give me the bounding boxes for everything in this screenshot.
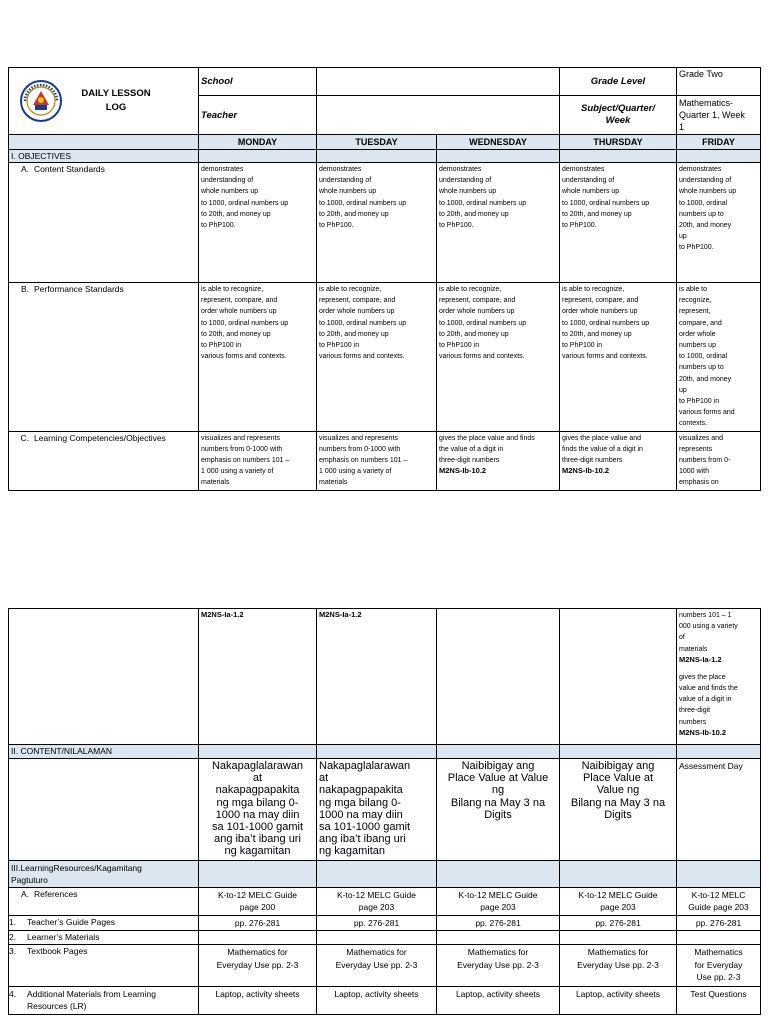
subject-value-line-2: 1 <box>679 122 685 132</box>
objectives-blank-fri <box>677 150 761 163</box>
school-value[interactable] <box>317 68 560 96</box>
row-number: A. <box>20 889 29 899</box>
day-header-thursday: THURSDAY <box>560 135 677 150</box>
content-standards-thursday: demonstrates understanding of whole numbers up to 1000, ordinal numbers up to 20th, and money up to PhP100. <box>560 163 677 283</box>
performance-standards-monday: is able to recognize, represent, compare, and order whole numbers up to 1000, ordinal numbers up to 20th, and money up to PhP100 in various forms and contexts. <box>199 283 317 432</box>
learners-materials-friday <box>677 931 761 945</box>
row-label: Learner’s Materials <box>27 932 100 943</box>
competency-text: gives the place value and finds the value of a digit in three-digit numbers <box>562 434 643 465</box>
objectives-blank-thu <box>560 150 677 163</box>
row-label: Teacher’s Guide Pages <box>27 917 116 927</box>
content-tuesday: Nakapaglalarawan at nakapagpapakita ng mga bilang 0- 1000 na may diin sa 101-1000 gamit ang iba’t ibang uri ng kagamitan <box>317 759 437 861</box>
textbook-wednesday: Mathematics for Everyday Use pp. 2-3 <box>437 945 560 987</box>
competency-code: M2NS-Ib-10.2 <box>562 466 610 476</box>
performance-standards-thursday: is able to recognize, represent, compare, and order whole numbers up to 1000, ordinal numbers up to 20th, and money up to PhP100 in various forms and contexts. <box>560 283 677 432</box>
row-label: Content Standards <box>34 164 105 174</box>
references-friday: K-to-12 MELC Guide page 203 <box>677 888 761 916</box>
content-standards-label <box>9 163 199 283</box>
textbook-tuesday: Mathematics for Everyday Use pp. 2-3 <box>317 945 437 987</box>
competency-code: M2NS-Ia-1.2 <box>319 610 362 619</box>
resources-label-line-1: III.LearningResources/Kagamitang <box>11 863 142 873</box>
subject-quarter-week-label <box>560 96 677 135</box>
teachers-guide-label <box>9 916 199 931</box>
row-label: Textbook Pages <box>27 946 88 957</box>
row-number: 3. <box>9 946 17 957</box>
friday-competency-text-2: gives the place value and finds the value of a digit in three-digit numbers <box>679 673 738 726</box>
competencies-tuesday <box>317 431 437 490</box>
competency-text: visualizes and represents numbers from 0- 1000 with emphasis on <box>679 434 731 487</box>
performance-standards-friday: is able to recognize, represent, compare, and order whole numbers up to 1000, ordinal numbers up to 20th, and money up to PhP100 in various forms and contexts. <box>677 283 761 432</box>
content-wednesday: Naibibigay ang Place Value at Value ng Bilang na May 3 na Digits <box>437 759 560 861</box>
additional-monday: Laptop, activity sheets <box>199 987 317 1015</box>
day-header-blank <box>9 135 199 150</box>
teachers-guide-thursday: pp. 276-281 <box>560 916 677 931</box>
learners-materials-wednesday <box>437 931 560 945</box>
objectives-blank-wed <box>437 150 560 163</box>
subject-quarter-week-value[interactable] <box>677 96 761 135</box>
content-standards-wednesday: demonstrates understanding of whole numbers up to 1000, ordinal numbers up to 20th, and money up to PhP100. <box>437 163 560 283</box>
references-tuesday: K-to-12 MELC Guide page 203 <box>317 888 437 916</box>
content-blank-thu <box>560 745 677 759</box>
competencies-friday <box>677 431 761 490</box>
document-title-line-2: LOG <box>105 102 127 113</box>
objectives-blank-mon <box>199 150 317 163</box>
subject-label-line-1: Subject/Quarter/ <box>581 103 655 114</box>
continued-thursday <box>560 609 677 745</box>
row-label: Performance Standards <box>34 284 124 294</box>
teacher-label: Teacher <box>199 96 317 135</box>
resources-blank-wed <box>437 861 560 888</box>
content-blank-tue <box>317 745 437 759</box>
learners-materials-tuesday <box>317 931 437 945</box>
row-number: B. <box>20 284 29 294</box>
teachers-guide-monday: pp. 276-281 <box>199 916 317 931</box>
row-label: References <box>34 889 78 899</box>
textbook-thursday: Mathematics for Everyday Use pp. 2-3 <box>560 945 677 987</box>
friday-competency-code-2: M2NS-Ib-10.2 <box>679 727 727 737</box>
objectives-blank-tue <box>317 150 437 163</box>
performance-standards-wednesday: is able to recognize, represent, compare, and order whole numbers up to 1000, ordinal numbers up to 20th, and money up to PhP100 in various forms and contexts. <box>437 283 560 432</box>
additional-tuesday: Laptop, activity sheets <box>317 987 437 1015</box>
content-blank-wed <box>437 745 560 759</box>
content-label-blank <box>9 759 199 861</box>
deped-seal-icon <box>19 79 63 123</box>
competency-code: M2NS-Ib-10.2 <box>439 466 487 476</box>
content-section-label: II. CONTENT/NILALAMAN <box>9 745 199 759</box>
competencies-thursday <box>560 431 677 490</box>
resources-section-label <box>9 861 199 888</box>
references-monday: K-to-12 MELC Guide page 200 <box>199 888 317 916</box>
teachers-guide-wednesday: pp. 276-281 <box>437 916 560 931</box>
row-number: C. <box>20 432 29 443</box>
content-standards-tuesday: demonstrates understanding of whole numbers up to 1000, ordinal numbers up to 20th, and money up to PhP100. <box>317 163 437 283</box>
learners-materials-label <box>9 931 199 945</box>
continued-label-blank <box>9 609 199 745</box>
additional-wednesday: Laptop, activity sheets <box>437 987 560 1015</box>
continued-monday <box>199 609 317 745</box>
competencies-label <box>9 431 199 490</box>
learners-materials-thursday <box>560 931 677 945</box>
content-friday: Assessment Day <box>677 759 761 861</box>
lesson-log-table-page-2 <box>8 608 761 1015</box>
content-thursday: Naibibigay ang Place Value at Value ng Bilang na May 3 na Digits <box>560 759 677 861</box>
textbook-friday: Mathematics for Everyday Use pp. 2-3 <box>677 945 761 987</box>
competency-code: M2NS-Ia-1.2 <box>201 610 244 619</box>
resources-blank-thu <box>560 861 677 888</box>
additional-materials-label <box>9 987 199 1015</box>
learners-materials-monday <box>199 931 317 945</box>
content-monday: Nakapaglalarawan at nakapagpapakita ng mga bilang 0- 1000 na may diin sa 101-1000 gamit ang iba’t ibang uri ng kagamitan <box>199 759 317 861</box>
resources-blank-mon <box>199 861 317 888</box>
grade-level-value[interactable]: Grade Two <box>677 68 761 96</box>
subject-value-line-1: Mathematics-Quarter 1, Week <box>679 98 745 120</box>
day-header-tuesday: TUESDAY <box>317 135 437 150</box>
textbook-pages-label <box>9 945 199 987</box>
day-header-wednesday: WEDNESDAY <box>437 135 560 150</box>
performance-standards-label <box>9 283 199 432</box>
row-number: 1. <box>9 917 17 927</box>
header-title-cell <box>9 68 199 135</box>
resources-label-line-2: Pagtuturo <box>11 875 48 885</box>
references-thursday: K-to-12 MELC Guide page 203 <box>560 888 677 916</box>
competencies-monday <box>199 431 317 490</box>
row-label: Learning Competencies/Objectives <box>34 432 166 443</box>
teachers-guide-tuesday: pp. 276-281 <box>317 916 437 931</box>
competency-text: visualizes and represents numbers from 0-1000 with emphasis on numbers 101 – 1 000 using a variety of materials <box>319 434 408 487</box>
school-label: School <box>199 68 317 96</box>
competencies-wednesday <box>437 431 560 490</box>
resources-blank-fri <box>677 861 761 888</box>
performance-standards-tuesday: is able to recognize, represent, compare, and order whole numbers up to 1000, ordinal numbers up to 20th, and money up to PhP100 in various forms and contexts. <box>317 283 437 432</box>
subject-label-line-2: Week <box>605 115 631 126</box>
content-standards-monday: demonstrates understanding of whole numbers up to 1000, ordinal numbers up to 20th, and money up to PhP100. <box>199 163 317 283</box>
row-number: 2. <box>9 932 17 943</box>
continued-friday <box>677 609 761 745</box>
document-title-line-1: DAILY LESSON <box>81 88 151 99</box>
content-blank-mon <box>199 745 317 759</box>
content-standards-friday: demonstrates understanding of whole numbers up to 1000, ordinal numbers up to 20th, and money up to PhP100. <box>677 163 761 283</box>
competency-text: gives the place value and finds the value of a digit in three-digit numbers <box>439 434 535 465</box>
day-header-friday: FRIDAY <box>677 135 761 150</box>
continued-wednesday <box>437 609 560 745</box>
grade-level-label: Grade Level <box>560 68 677 96</box>
continued-tuesday <box>317 609 437 745</box>
content-blank-fri <box>677 745 761 759</box>
references-wednesday: K-to-12 MELC Guide page 203 <box>437 888 560 916</box>
competency-text: visualizes and represents numbers from 0-1000 with emphasis on numbers 101 – 1 000 using a variety of materials <box>201 434 290 487</box>
lesson-log-table-page-1 <box>8 67 761 491</box>
day-header-monday: MONDAY <box>199 135 317 150</box>
textbook-monday: Mathematics for Everyday Use pp. 2-3 <box>199 945 317 987</box>
references-label <box>9 888 199 916</box>
row-number: 4. <box>9 989 17 1000</box>
friday-competency-text-1: numbers 101 – 1 000 using a variety of materials <box>679 612 738 653</box>
row-number: A. <box>20 164 29 174</box>
resources-blank-tue <box>317 861 437 888</box>
additional-thursday: Laptop, activity sheets <box>560 987 677 1015</box>
row-label: Additional Materials from Learning Resources (LR) <box>27 989 156 1012</box>
additional-friday: Test Questions <box>677 987 761 1015</box>
objectives-section-label: I. OBJECTIVES <box>9 150 199 163</box>
teacher-value[interactable] <box>317 96 560 135</box>
friday-competency-code-1: M2NS-Ia-1.2 <box>679 654 722 664</box>
teachers-guide-friday: pp. 276-281 <box>677 916 761 931</box>
